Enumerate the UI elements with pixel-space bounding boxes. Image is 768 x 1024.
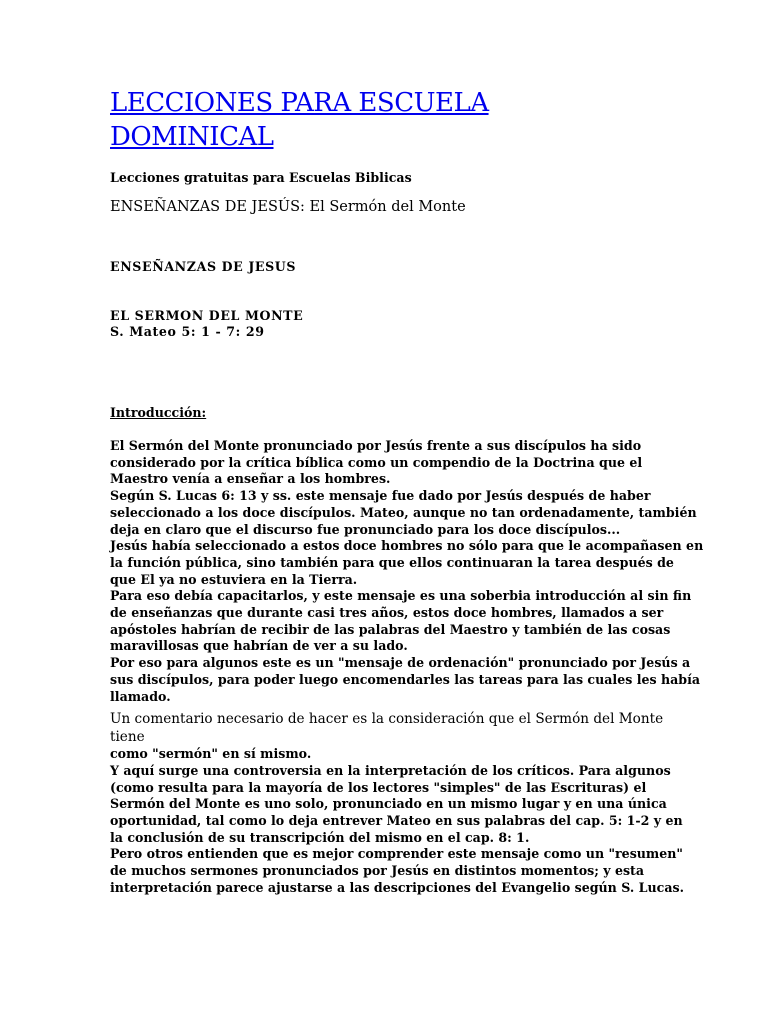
paragraph-1 xyxy=(110,438,704,705)
paragraph-line: de muchos sermones pronunciados por Jesús en distintos momentos; y esta xyxy=(110,863,645,879)
subtitle: Lecciones gratuitas para Escuelas Biblicas xyxy=(110,170,412,185)
paragraph-2 xyxy=(110,746,684,896)
scripture-reference: S. Mateo 5: 1 - 7: 29 xyxy=(110,324,265,339)
paragraph-line: como "sermón" en sí mismo. xyxy=(110,746,312,762)
comment-line-1: Un comentario necesario de hacer es la consideración que el Sermón del Monte xyxy=(110,711,664,728)
paragraph-line: la conclusión de su transcripción del mismo en el cap. 8: 1. xyxy=(110,829,530,845)
paragraph-line: Jesús había seleccionado a estos doce hombres no sólo para que le acompañasen en xyxy=(110,538,704,554)
title-line-1[interactable]: LECCIONES PARA ESCUELA xyxy=(110,88,489,118)
paragraph-line: Pero otros entienden que es mejor comprender este mensaje como un "resumen" xyxy=(110,846,683,862)
paragraph-line: maravillosas que habrían de ver a su lado. xyxy=(110,638,408,654)
introduction-label: Introducción: xyxy=(110,405,207,420)
paragraph-line: llamado. xyxy=(110,688,171,704)
paragraph-line: oportunidad, tal como lo deja entrever Mateo en sus palabras del cap. 5: 1-2 y en xyxy=(110,813,683,829)
paragraph-line: considerado por la crítica bíblica como un compendio de la Doctrina que el xyxy=(110,454,643,470)
paragraph-line: la función pública, sino también para que ellos continuaran la tarea después de xyxy=(110,554,674,570)
paragraph-line: (como resulta para la mayoría de los lectores "simples" de las Escrituras) el xyxy=(110,779,647,795)
document-page xyxy=(110,86,704,897)
paragraph-line: Por eso para algunos este es un "mensaje de ordenación" pronunciado por Jesús a xyxy=(110,655,691,671)
sermon-heading: EL SERMON DEL MONTE xyxy=(110,308,304,323)
teaching-heading: ENSEÑANZAS DE JESÚS: El Sermón del Monte xyxy=(110,199,466,215)
paragraph-line: sus discípulos, para poder luego encomendarles las tareas para las cuales les había xyxy=(110,671,701,687)
title-line-2[interactable]: DOMINICAL xyxy=(110,122,274,152)
paragraph-line: El Sermón del Monte pronunciado por Jesús frente a sus discípulos ha sido xyxy=(110,438,642,453)
paragraph-line: Maestro venía a enseñar a los hombres. xyxy=(110,471,391,487)
paragraph-line: seleccionado a los doce discípulos. Mateo, aunque no tan ordenadamente, también xyxy=(110,504,697,520)
paragraph-line: que El ya no estuviera en la Tierra. xyxy=(110,571,358,587)
paragraph-line: interpretación parece ajustarse a las descripciones del Evangelio según S. Lucas. xyxy=(110,879,684,895)
paragraph-line: Según S. Lucas 6: 13 y ss. este mensaje fue dado por Jesús después de haber xyxy=(110,488,651,504)
paragraph-line: Para eso debía capacitarlos, y este mensaje es una soberbia introducción al sin fin xyxy=(110,588,692,604)
page-title-link[interactable] xyxy=(110,86,655,154)
paragraph-line: Sermón del Monte es uno solo, pronunciado en un mismo lugar y en una única xyxy=(110,796,667,812)
comment-line-2: tiene xyxy=(110,729,145,746)
paragraph-line: de enseñanzas que durante casi tres años, estos doce hombres, llamados a ser xyxy=(110,605,664,621)
ensenanzas-heading: ENSEÑANZAS DE JESUS xyxy=(110,259,297,274)
paragraph-line: apóstoles habrían de recibir de las palabras del Maestro y también de las cosas xyxy=(110,621,671,637)
paragraph-line: deja en claro que el discurso fue pronunciado para los doce discípulos... xyxy=(110,521,621,537)
paragraph-line: Y aquí surge una controversia en la interpretación de los críticos. Para algunos xyxy=(110,762,671,778)
comment-block xyxy=(110,710,664,746)
